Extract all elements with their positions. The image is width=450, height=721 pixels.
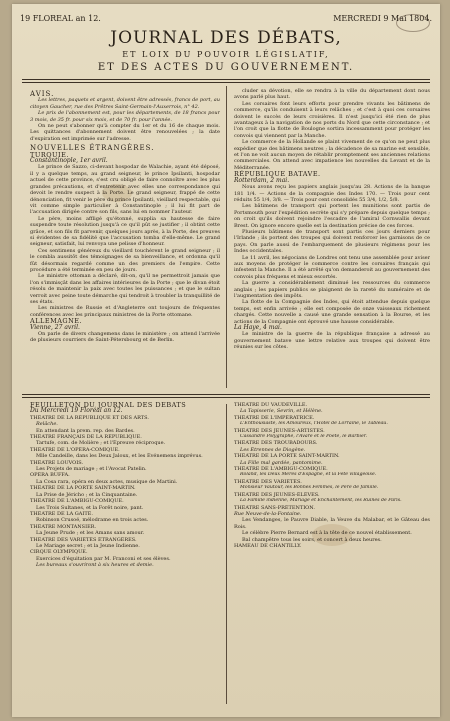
listing-line: La Jeune Prude ; et les Amans sans amour.: [36, 530, 145, 537]
listing-line: La Tapisserie, Sevrin, et Hélène.: [240, 408, 323, 415]
listing-line: Les Étrennes de Diogène.: [240, 446, 306, 453]
masthead-title: JOURNAL DES DÉBATS,: [110, 28, 342, 48]
theatre-heading: THÉATRE DE L'AMBIGU-COMIQUE.: [234, 466, 328, 473]
theatre-heading: THÉATRE DU VAUDEVILLE.: [234, 402, 308, 408]
article-paragraph: Les ministres de Russie et d'Angleterre ont toujours de fréquentes conférences avec les principaux ministres de la Porte ottomane.: [30, 305, 220, 318]
listing-line: Les Projets de mariage ; et l'Avocat Patelin.: [36, 466, 147, 473]
feuilleton-date: Du Mercredi 19 Floréal an 12.: [30, 407, 123, 415]
feuilleton-rule: [22, 394, 430, 395]
article-paragraph: Les bâtimens de transport qui portent les munitions sont partis de Portsmouth pour l'expédition secrète qui s'y prépare depuis quelque temps ; on croit qu'ils doivent rejoindre l'escadre de l'amiral Cornwallis devant Brest. On ignore encore quelle est la destination précise de ces forces.: [234, 203, 430, 229]
theatre-heading: THÉATRE SANS-PRÉTENTION.: [234, 504, 315, 511]
feuilleton-right: [234, 402, 430, 708]
listing-line: Les bureaux s'ouvriront à six heures et demie.: [36, 562, 154, 569]
article-paragraph: La flotte de la Compagnie des Indes, qui étoit attendue depuis quelque temps, est enfin arrivée ; elle est composée de onze vaisseaux richement chargés. Cette nouvelle a causé une grande sensation à la Bourse, et les actions de la Compagnie ont éprouvé une hausse considérable.: [234, 299, 430, 325]
left-column: [30, 88, 220, 392]
feuilleton-left: [30, 402, 220, 708]
article-paragraph: Ces sentimens généreux du vieillard touchèrent le grand seigneur ; il le combla aussitôt des témoignages de sa bienveillance, et ordonna qu'il fût désormais regardé comme un des premiers de l'empire. Cette procédure a été terminée en peu de jours.: [30, 247, 220, 273]
theatre-heading: THÉATRE DE LA RÉPUBLIQUE ET DES ARTS.: [30, 414, 149, 421]
masthead-subtitle-2: ET DES ACTES DU GOUVERNEMENT.: [97, 62, 355, 73]
theatre-heading: THÉATRE DES VARIÉTÉS ÉTRANGÈRES.: [30, 536, 137, 543]
article-paragraph: On parle de divers changemens dans le ministère ; on attend l'arrivée de plusieurs courriers de Saint-Pétersbourg et de Berlin.: [30, 331, 220, 344]
theatre-heading: CIRQUE OLYMPIQUE.: [30, 549, 88, 556]
article-paragraph: Les corsaires font leurs efforts pour prendre vivants les bâtimens de commerce, qu'ils conduisent à leurs relâches ; et c'est à quoi ces corsaires doivent le succès de leurs croisières. Il n'est jusqu'ici été rien de plus avantageux à la navigation de nos ports du Nord que cette circonstance ; et l'on croit que la flotte de Boulogne sortira incessamment pour protéger les convois qui viennent par la Manche.: [234, 100, 430, 139]
country-heading: ALLEMAGNE.: [30, 317, 83, 326]
theatre-heading: THÉATRE DES JEUNES-ÉLÈVES.: [234, 491, 320, 498]
column-divider: [226, 86, 227, 388]
article-paragraph: Le ministre de la guerre de la république française a adressé au gouvernement batave une lettre relative aux troupes qui doivent être réunies sur les côtes.: [234, 331, 430, 351]
article-paragraph: Le commerce de la Hollande se plaint vivement de ce qu'on ne peut plus expédier que des bâtimens neutres ; la décadence de sa marine est sensible, et l'on ne voit aucun moyen de rétablir promptement ses anciennes relations commerciales. On attend avec impatience les nouvelles du Levant et de la Méditerranée.: [234, 139, 430, 171]
avis-paragraph: On ne peut s'abonner qu'à compter du 1er et du 16 de chaque mois. Les quittances d'abonnement doivent être renouvelées ; la date d'expiration est imprimée sur l'adresse.: [30, 123, 220, 142]
theatre-heading: OPÉRA BUFFA.: [30, 472, 70, 479]
theatre-heading: THÉATRE DE L'OPÉRA-COMIQUE.: [30, 446, 120, 453]
article-paragraph: Le père, moins affligé qu'étonné, supplia sa hautesse de faire suspendre toute résolution jusqu'à ce qu'il pût se justifier ; il obtint cette grâce, et son fils fit parvenir, quelques jours après, à la Porte, des preuves si évidentes de sa fidélité que l'accusation tomba d'elle-même. Le grand seigneur, satisfait, lui renvoya une pelisse d'honneur.: [30, 215, 220, 248]
article-paragraph: Le 11 avril, les négocians de Londres ont tenu une assemblée pour aviser aux moyens de protéger le commerce contre les corsaires français qui infestent la Manche. Il a été arrêté qu'on demanderoit au gouvernement des convois plus fréquens et mieux escortés.: [234, 254, 430, 280]
listing-paragraph: Le célèbre Pierre Bernard est à la tête de ce nouvel établissement.: [242, 530, 412, 537]
listing-line: Les Trois Sultanes, et la Forêt noire, pant.: [36, 504, 144, 511]
masthead-subtitle: ET LOIX DU POUVOIR LÉGISLATIF,: [122, 50, 330, 59]
avis-paragraph: Le prix de l'abonnement est, pour les départements, de 18 francs pour 3 mois, de 35 fr. pour six mois, et de 70 fr. pour l'année.: [30, 110, 220, 123]
listing-line: Mlle Candeille, dans les Deux Jaloux, et les Événemens imprévus.: [36, 453, 203, 460]
theatre-heading: THÉATRE DE LA GAITÉ.: [30, 510, 93, 517]
country-heading: TURQUIE.: [30, 150, 69, 159]
listing-line: Robinson Crusoé, mélodrame en trois actes.: [36, 517, 149, 524]
article-paragraph: La guerre a considérablement diminué les ressources du commerce anglais ; les papiers publics se plaignent de la rareté du numéraire et de l'augmentation des impôts.: [234, 280, 430, 299]
listing-line: Cassandre Polygraphe, l'Avare et le Poète, le Barbier.: [240, 434, 368, 440]
listing-line: Monsieur Vautour, les Bonnes Femmes, le Père de famille.: [240, 485, 379, 491]
listing-line: La Fille mal gardée, pantomime.: [240, 459, 323, 466]
theatre-heading: THÉATRE LOUVOIS.: [30, 459, 84, 466]
article-paragraph: cluder sa dévotion, elle se rendra à la ville du département dont nous avons parlé plus haut.: [234, 88, 430, 101]
section-heading: NOUVELLES ÉTRANGÈRES.: [30, 144, 155, 153]
theatre-heading: HAMEAU DE CHANTILLY.: [234, 542, 302, 549]
listing-paragraph: Les Vendanges, le Pauvre Diable, la Veuve du Malabar, et le Gâteau des Rois.: [234, 517, 430, 530]
theatre-heading: THÉATRE DE LA PORTE SAINT-MARTIN.: [30, 485, 136, 492]
listing-line: Le Mariage secret ; et la Jeune Indienne.: [36, 542, 140, 549]
listing-line: Relâche.: [36, 421, 58, 428]
feuilleton-rule: [22, 397, 430, 398]
article-paragraph: Nous avons reçu les papiers anglais jusqu'au 28. Actions de la banque 181 1/4. — Actions de la compagnie des Indes 170. — Trois pour cent réduits 55 1/4, 3/8. — Trois pour cent consolidés 55 3/4, 1/2, 5/8.: [234, 184, 430, 203]
theatre-heading: THÉATRE DE LA PORTE SAINT-MARTIN.: [234, 453, 340, 460]
article-paragraph: Le ministre ottoman a déclaré, dit-on, qu'il ne permettroit jamais que l'on s'immisçât dans les affaires intérieures de la Porte ; que le divan étoit résolu de maintenir la paix avec toutes les puissances ; et que le sultan verroit avec peine toute démarche qui tendroit à troubler la tranquillité de ses états.: [30, 273, 220, 305]
listing-line: La Famille indienne, Mariage et Enchantement, les Ruines de Paris.: [240, 498, 402, 504]
theatre-heading: THÉATRE MONTANSIER.: [30, 523, 97, 530]
article-dateline: Vienne, 27 avril.: [30, 323, 80, 331]
republican-date: 19 FLOREAL an 12.: [20, 14, 101, 23]
theatre-heading: THÉATRE DE L'AMBIGU-COMIQUE.: [30, 498, 124, 505]
listing-line: Tartufe, com. de Molière ; et l'Épreuve réciproque.: [36, 440, 166, 447]
theatre-heading: THÉATRE DES JEUNES-ARTISTES.: [234, 427, 325, 434]
column-divider: [226, 404, 227, 704]
theatre-heading: THÉATRE DES TROUBADOURS.: [234, 440, 318, 447]
article-dateline: Rotterdam, 2 mai.: [234, 176, 290, 184]
listing-line: Rue Neuve-de-la-Fontaine.: [234, 510, 302, 517]
article-paragraph: Plusieurs bâtimens de transport sont partis ces jours derniers pour l'Irlande ; ils portent des troupes qui doivent renforcer les garnisons de ce pays. On parle aussi de l'embarquement de plusieurs régimens pour les Indes occidentales.: [234, 228, 430, 255]
dateline: [20, 14, 432, 26]
article-paragraph: Le prince de Sazzo, ci-devant hospodar de Walachie, ayant été déposé, il y a quelque temps, au grand seigneur, le prince Ipsilanti, hospodar actuel de cette province, s'est cru obligé de faire connoître avec les plus grandes précautions, et d'entretenir avec elles une correspondance qui devoit le rendre suspect à la Porte. Le grand seigneur, frappé de cette dénonciation, fit venir le père du prince Ipsilanti, vieillard respectable, qui vit comme simple particulier à Constantinople ; il lui fit part de l'accusation dirigée contre son fils, sans lui en nommer l'auteur.: [30, 164, 220, 216]
country-heading: RÉPUBLIQUE BATAVE.: [234, 170, 321, 179]
listing-line: Exercices d'équitation par M. Franconi et ses élèves.: [36, 555, 171, 562]
masthead-rule: [22, 82, 430, 83]
listing-paragraph: Bal champêtre tous les soirs, et concert à deux heures.: [242, 536, 382, 543]
listing-line: L'Enthousiaste, les Amoureux, l'Hôtel de Lorraine, le Tableau.: [240, 421, 388, 427]
article-dateline: La Haye, 4 mai.: [234, 324, 282, 332]
theatre-heading: THÉATRE DE L'IMPÉRATRICE.: [234, 414, 315, 421]
theatre-heading: THÉATRE DES VARIÉTÉS.: [234, 478, 302, 485]
listing-line: Roland, les Deux Mères d'Espagne, et la Fête villageoise.: [240, 472, 377, 478]
newspaper-page: [12, 4, 440, 717]
gregorian-date: MERCREDI 9 Mai 1804.: [333, 14, 432, 23]
article-dateline: Constantinople, 1er avril.: [30, 157, 108, 165]
right-column: [234, 88, 430, 392]
theatre-heading: THÉATRE FRANÇAIS DE LA RÉPUBLIQUE.: [30, 434, 142, 441]
listing-line: En attendant la prem. rep. des Bardes.: [36, 427, 135, 434]
feuilleton-title: FEUILLETON DU JOURNAL DES DÉBATS: [30, 402, 187, 409]
listing-line: La Prise de Jéricho ; et la Cinquantaine.: [36, 491, 138, 498]
avis-paragraph: Les lettres, paquets et argent, doivent être adressés, francs de port, au citoyen Gaucher, rue des Prêtres Saint-Germain-l'Auxerrois, n° 42.: [30, 97, 220, 110]
listing-line: La Cosa rara, opéra en deux actes, musique de Martini.: [36, 478, 178, 485]
avis-heading: AVIS.: [30, 90, 55, 98]
masthead-rule: [22, 79, 430, 80]
